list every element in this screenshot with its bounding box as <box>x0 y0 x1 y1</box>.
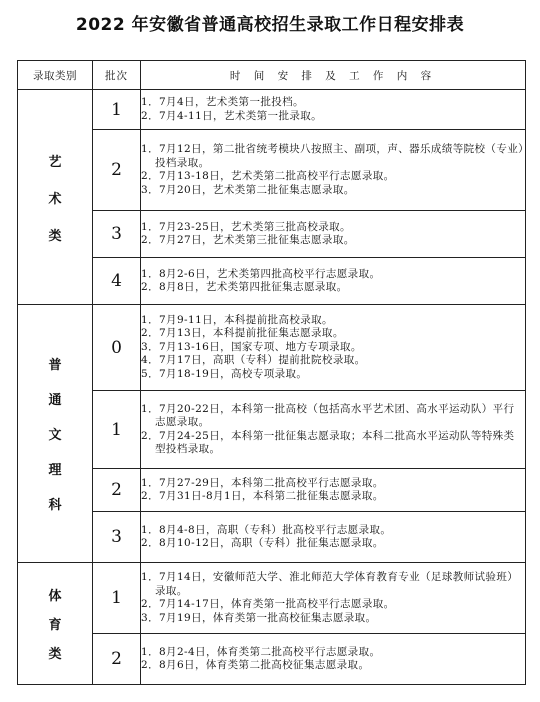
schedule-item: 2．7月31日-8月1日，本科第二批征集志愿录取。 <box>141 490 384 502</box>
table-row <box>18 512 526 563</box>
schedule-item: 1．7月27-29日，本科第二批高校平行志愿录取。 <box>141 476 384 489</box>
schedule-item: 5．7月18-19日，高校专项录取。 <box>141 367 308 380</box>
content-cell <box>141 512 526 563</box>
batch-cell: 2 <box>93 130 141 211</box>
category-cell <box>18 90 93 305</box>
batch-cell: 2 <box>93 469 141 512</box>
table-row <box>18 391 526 469</box>
category-char: 育 <box>48 618 62 633</box>
table-row <box>18 634 526 685</box>
category-char: 文 <box>48 428 62 443</box>
batch-cell: 2 <box>93 634 141 685</box>
table-body <box>18 90 526 685</box>
table-header-row <box>18 61 526 90</box>
schedule-item: 2．7月14-17日，体育类第一批高校平行志愿录取。 <box>141 598 395 610</box>
content-cell <box>141 90 526 130</box>
category-cell <box>18 305 93 563</box>
content-cell <box>141 563 526 634</box>
schedule-item: 2．7月4-11日，艺术类第一批录取。 <box>141 109 323 122</box>
schedule-item: 2．7月13-18日，艺术类第二批高校平行志愿录取。 <box>141 170 395 182</box>
content-cell <box>141 391 526 469</box>
batch-cell: 1 <box>93 90 141 130</box>
table-row <box>18 90 526 130</box>
header-category: 录取类别 <box>18 61 93 90</box>
table-row <box>18 305 526 391</box>
schedule-item: 2．7月13日，本科提前批征集志愿录取。 <box>141 327 344 340</box>
content-cell <box>141 130 526 211</box>
table-row <box>18 469 526 512</box>
schedule-item: 1．7月14日，安徽师范大学、淮北师范大学体育教育专业（足球教师试验班）录取。 <box>141 571 519 597</box>
schedule-item: 3．7月13-16日，国家专项、地方专项录取。 <box>141 340 362 353</box>
category-char: 通 <box>48 393 62 408</box>
schedule-item: 1．8月4-8日，高职（专科）批高校平行志愿录取。 <box>141 523 392 536</box>
category-char: 科 <box>48 498 62 513</box>
schedule-item: 3．7月20日，艺术类第二批征集志愿录取。 <box>141 183 355 196</box>
content-cell <box>141 211 526 258</box>
schedule-item: 1．7月12日，第二批省统考模块八按照主、副项，声、器乐成绩等院校（专业）投档录取。 <box>141 143 524 169</box>
schedule-item: 3．7月19日，体育类第一批高校征集志愿录取。 <box>141 611 377 624</box>
category-cell <box>18 563 93 685</box>
category-char: 类 <box>48 228 62 244</box>
category-char: 艺 <box>48 154 62 170</box>
content-cell <box>141 469 526 512</box>
schedule-item: 1．7月9-11日，本科提前批高校录取。 <box>141 313 333 326</box>
schedule-item: 1．7月23-25日，艺术类第三批高校录取。 <box>141 220 351 233</box>
schedule-item: 1．8月2-6日，艺术类第四批高校平行志愿录取。 <box>141 267 381 280</box>
schedule-item: 2．8月6日，体育类第二批高校征集志愿录取。 <box>141 659 370 671</box>
batch-cell: 1 <box>93 391 141 469</box>
schedule-item: 1．7月20-22日，本科第一批高校（包括高水平艺术团、高水平运动队）平行志愿录取。 <box>141 402 515 428</box>
category-char: 类 <box>48 647 62 662</box>
schedule-item: 1．7月4日，艺术类第一批投档。 <box>141 96 304 108</box>
page-title: 2022 年安徽省普通高校招生录取工作日程安排表 <box>75 15 465 35</box>
table-row <box>18 130 526 211</box>
batch-cell: 4 <box>93 258 141 305</box>
content-cell <box>141 258 526 305</box>
category-char: 普 <box>48 358 62 373</box>
batch-cell: 0 <box>93 305 141 391</box>
category-char: 体 <box>48 589 62 604</box>
batch-cell: 1 <box>93 563 141 634</box>
content-cell <box>141 634 526 685</box>
schedule-item: 2．8月8日，艺术类第四批征集志愿录取。 <box>141 281 348 293</box>
batch-cell: 3 <box>93 512 141 563</box>
header-content: 时 间 安 排 及 工 作 内 容 <box>141 61 526 90</box>
header-batch: 批次 <box>93 61 141 90</box>
schedule-item: 2．7月27日，艺术类第三批征集志愿录取。 <box>141 234 355 246</box>
table-row <box>18 258 526 305</box>
schedule-item: 2．7月24-25日，本科第一批征集志愿录取；本科二批高水平运动队等特殊类型投档录取。 <box>141 429 515 455</box>
schedule-item: 1．8月2-4日，体育类第二批高校平行志愿录取。 <box>141 645 381 658</box>
table-row <box>18 563 526 634</box>
schedule-item: 4．7月17日，高职（专科）提前批院校录取。 <box>141 354 366 367</box>
content-cell <box>141 305 526 391</box>
category-char: 术 <box>48 191 62 207</box>
schedule-item: 2．8月10-12日，高职（专科）批征集志愿录取。 <box>141 537 384 549</box>
category-char: 理 <box>48 463 62 478</box>
batch-cell: 3 <box>93 211 141 258</box>
schedule-table <box>17 60 526 685</box>
table-row <box>18 211 526 258</box>
